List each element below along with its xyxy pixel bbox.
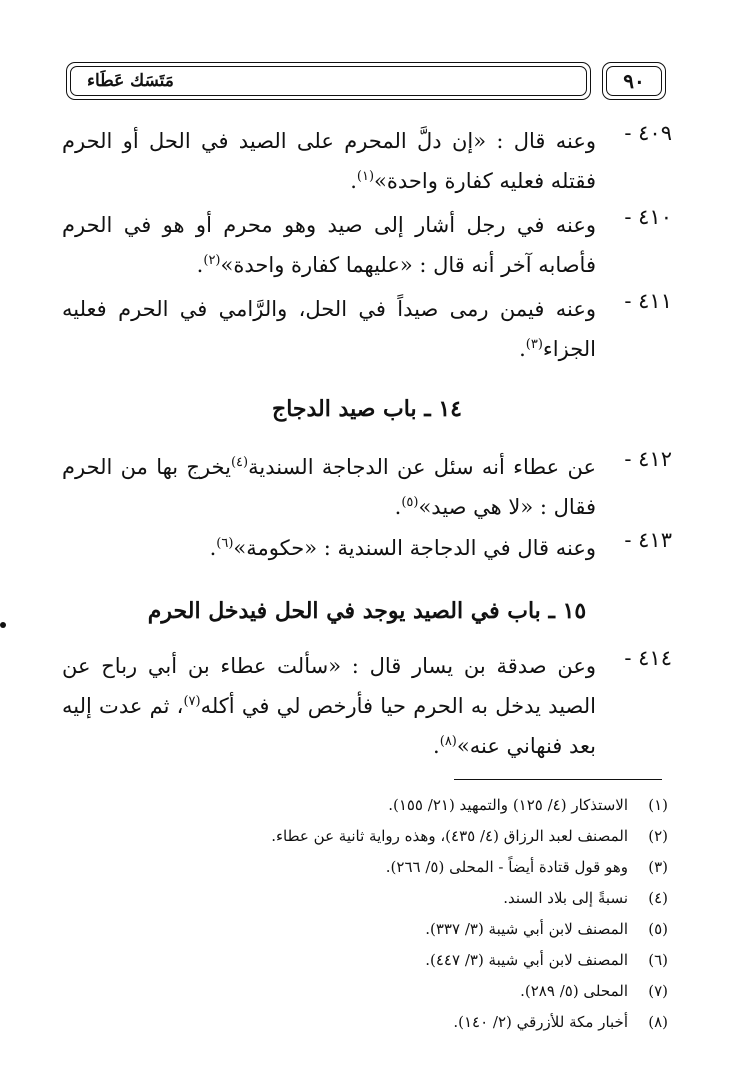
entry-end: . [519,337,526,361]
footnote-number: (٤) [648,889,668,907]
entry-body: وعنه قال : «إن دلَّ المحرم على الصيد في الحل أو الحرم فقتله فعليه كفارة واحدة» [62,129,596,193]
header-book-title: مَتَسَك عَطَاء [87,71,174,91]
entry-412 [62,447,672,527]
footnote-text: المصنف لابن أبي شيبة (٣/ ٤٤٧). [425,951,628,969]
footnote-item [200,1007,668,1038]
entry-410 [62,205,672,285]
footnote-ref: (٥) [401,495,419,510]
entry-body-continued: ، ثم عدت إليه بعد فنهاني عنه» [62,694,596,758]
footnote-item [200,976,668,1007]
entry-number: ٤١٤ - [624,646,672,670]
entry-end: . [196,253,204,277]
footnote-number: (١) [648,796,668,814]
footnote-number: (٢) [648,827,668,845]
entry-body: وعنه قال في الدجاجة السندية : «حكومة» [233,536,596,560]
entry-end: . [350,169,357,193]
footnote-text: المحلى (٥/ ٢٨٩). [520,982,628,1000]
footnote-ref: (٦) [216,536,234,551]
margin-dot [0,622,6,628]
footnote-number: (٨) [648,1013,668,1031]
footnote-number: (٥) [648,920,668,938]
footnote-text: أخبار مكة للأزرقي (٢/ ١٤٠). [453,1013,628,1031]
entry-number: ٤٠٩ - [624,121,672,145]
entry-number: ٤١٠ - [624,205,672,229]
entry-409 [62,121,672,201]
entry-number: ٤١١ - [624,289,672,313]
entry-end: . [394,495,402,519]
entry-end: . [433,734,440,758]
chapter-heading-14: ١٤ ـ باب صيد الدجاج [272,396,462,422]
entry-number: ٤١٣ - [624,528,672,552]
footnote-number: (٧) [648,982,668,1000]
footnote-ref: (١) [356,169,375,184]
footnotes [200,790,668,1038]
footnote-ref: (٧) [183,694,201,709]
footnote-ref: (٨) [439,734,457,749]
entry-text [62,289,596,369]
footnote-ref: (٣) [525,337,543,352]
footnote-item [200,790,668,821]
entry-text [62,205,596,285]
footnote-item [200,883,668,914]
footnote-separator [454,779,662,780]
entry-body-continued: يخرج بها من الحرم فقال : «لا هي صيد» [62,455,596,519]
footnote-ref: (٢) [203,253,221,268]
entry-411 [62,289,672,369]
footnote-text: وهو قول قتادة أيضاً - المحلى (٥/ ٢٦٦). [385,858,628,876]
header-title-frame [66,62,591,100]
footnote-number: (٣) [648,858,668,876]
entry-text [62,646,596,766]
entry-end: . [209,536,217,560]
page-number: ٩٠ [623,69,645,93]
footnote-item [200,914,668,945]
entry-body: وعن صدقة بن يسار قال : «سألت عطاء بن أبي رباح عن الصيد يدخل به الحرم حيا فأرخص لي في أكله [62,654,596,718]
footnote-text: المصنف لعبد الرزاق (٤/ ٤٣٥)، وهذه رواية ثانية عن عطاء. [271,827,628,845]
header-page-number-frame [602,62,666,100]
footnote-ref: (٤) [230,455,249,470]
entry-414 [62,646,672,766]
entry-text [62,121,596,201]
footnote-text: الاستذكار (٤/ ١٢٥) والتمهيد (٢١/ ١٥٥). [388,796,628,814]
footnote-text: المصنف لابن أبي شيبة (٣/ ٣٣٧). [425,920,628,938]
footnote-number: (٦) [648,951,668,969]
footnote-item [200,945,668,976]
entry-body: عن عطاء أنه سئل عن الدجاجة السندية [248,455,596,479]
entry-body: وعنه فيمن رمى صيداً في الحل، والرَّامي في الحرم فعليه الجزاء [62,297,596,361]
entry-body: وعنه في رجل أشار إلى صيد وهو محرم أو هو في الحرم فأصابه آخر أنه قال : «عليهما كفارة واحدة» [62,213,596,277]
entry-text [62,447,596,527]
footnote-item [200,852,668,883]
entry-413 [62,528,672,568]
chapter-heading-15: ١٥ ـ باب في الصيد يوجد في الحل فيدخل الحرم [147,598,587,624]
footnote-text: نسبةً إلى بلاد السند. [503,889,628,907]
entry-text [62,528,596,568]
footnote-item [200,821,668,852]
entry-number: ٤١٢ - [624,447,672,471]
running-header [66,62,666,102]
